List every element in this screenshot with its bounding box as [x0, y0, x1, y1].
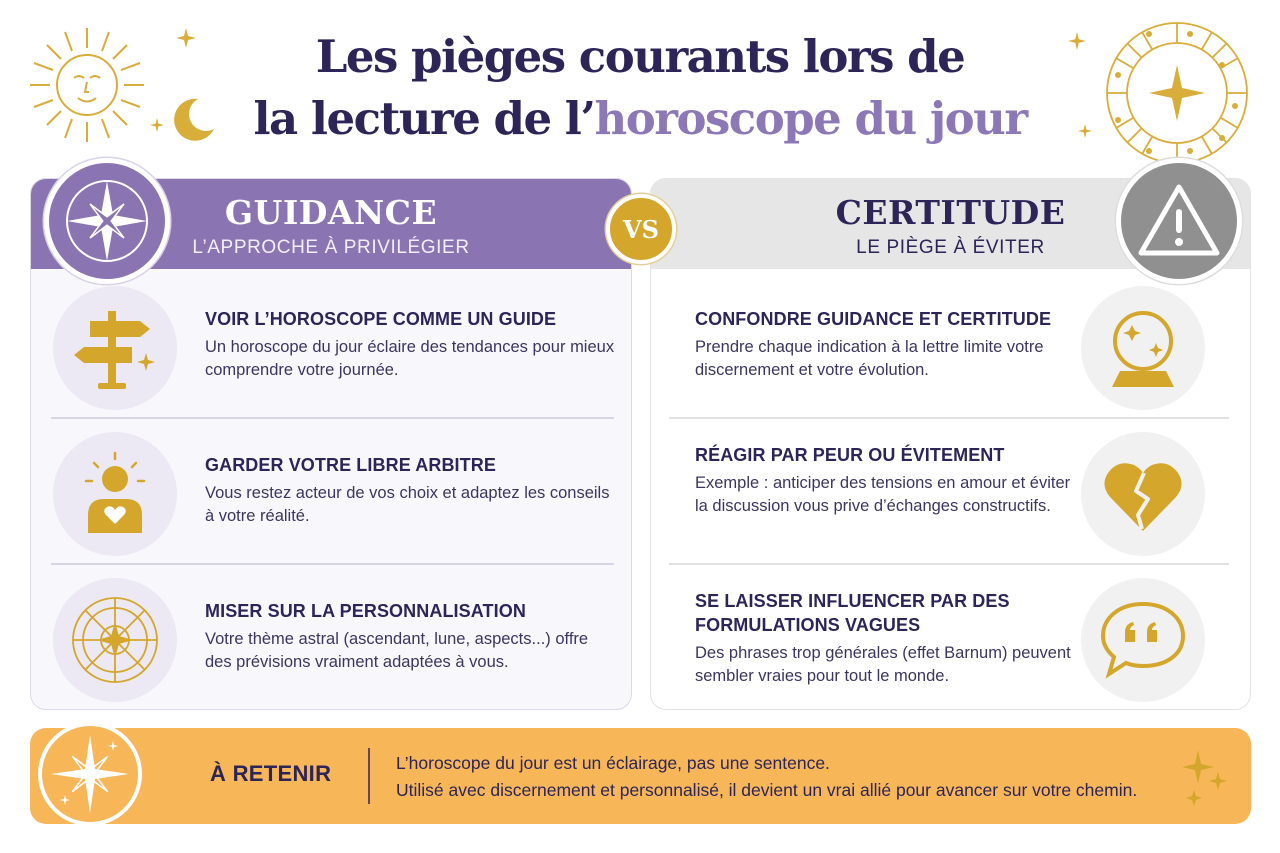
crystal-ball-icon [1098, 303, 1188, 393]
takeaway-text [396, 750, 1137, 804]
title-accent: horoscope du jour [594, 92, 1027, 145]
title-line-2 [0, 88, 1280, 150]
certitude-item-icon-circle [1081, 578, 1205, 702]
guidance-subtitle: L’APPROCHE À PRIVILÉGIER [192, 237, 470, 258]
title-line-2-prefix: la lecture de l’ [253, 92, 595, 145]
guidance-item-title: MISER SUR LA PERSONNALISATION [205, 601, 526, 621]
guidance-item-icon-circle [53, 578, 177, 702]
certitude-item-title: RÉAGIR PAR PEUR OU ÉVITEMENT [695, 445, 1005, 465]
compass-star-icon [61, 175, 153, 267]
certitude-item-title: CONFONDRE GUIDANCE ET CERTITUDE [695, 309, 1052, 329]
takeaway-banner [30, 728, 1251, 824]
person-heart-icon [70, 449, 160, 539]
certitude-title: CERTITUDE [835, 193, 1066, 232]
guidance-item-description: Un horoscope du jour éclaire des tendances pour mieux comprendre votre journée. [205, 338, 615, 379]
certitude-item [651, 567, 1250, 710]
astral-chart-icon [69, 594, 161, 686]
divider [51, 417, 614, 419]
certitude-item-description: Prendre chaque indication à la lettre limite votre discernement et votre évolution. [695, 338, 1044, 379]
certitude-subtitle: LE PIÈGE À ÉVITER [856, 237, 1045, 258]
certitude-item-icon-circle [1081, 286, 1205, 410]
certitude-item-icon-circle [1081, 432, 1205, 556]
takeaway-label: À RETENIR [210, 761, 332, 786]
divider [51, 563, 614, 565]
guidance-item-text [205, 307, 615, 382]
title-line-1: Les pièges courants lors de [315, 30, 965, 83]
guidance-item [31, 421, 631, 567]
guidance-item-text [205, 453, 615, 528]
certitude-item-text [695, 589, 1075, 688]
certitude-item-text [695, 307, 1075, 382]
quote-bubble-icon [1097, 594, 1189, 686]
guidance-item-text [205, 599, 615, 674]
certitude-item-title: SE LAISSER INFLUENCER PAR DES FORMULATIONS VAGUES [695, 591, 1010, 635]
guidance-item-description: Vous restez acteur de vos choix et adaptez les conseils à votre réalité. [205, 484, 610, 525]
certitude-item-text [695, 443, 1075, 518]
warning-badge [1116, 158, 1242, 284]
guidance-item-title: GARDER VOTRE LIBRE ARBITRE [205, 455, 496, 475]
guidance-item [31, 567, 631, 710]
guidance-item [31, 275, 631, 421]
compass-star-icon [47, 731, 133, 817]
compass-badge [44, 158, 170, 284]
certitude-item [651, 421, 1250, 567]
vs-badge: VS [606, 194, 676, 264]
broken-heart-icon [1098, 449, 1188, 539]
certitude-item-description: Exemple : anticiper des tensions en amour et éviter la discussion vous prive d’échanges constructifs. [695, 474, 1071, 515]
guidance-title: GUIDANCE [224, 193, 438, 232]
guidance-item-description: Votre thème astral (ascendant, lune, aspects...) offre des prévisions vraiment adaptées à vous. [205, 630, 589, 671]
divider [368, 748, 370, 804]
signpost-icon [70, 303, 160, 393]
certitude-item-description: Des phrases trop générales (effet Barnum) peuvent sembler vraies pour tout le monde. [695, 644, 1071, 685]
takeaway-line-2: Utilisé avec discernement et personnalisé, il devient un vrai allié pour avancer sur votre chemin. [396, 780, 1138, 800]
divider [669, 417, 1229, 419]
guidance-item-icon-circle [53, 286, 177, 410]
guidance-item-icon-circle [53, 432, 177, 556]
certitude-item [651, 275, 1250, 421]
divider [669, 563, 1229, 565]
warning-icon [1137, 179, 1221, 263]
takeaway-line-1: L’horoscope du jour est un éclairage, pas une sentence. [396, 753, 830, 773]
takeaway-badge [38, 722, 142, 826]
page-title [0, 26, 1280, 150]
guidance-item-title: VOIR L’HOROSCOPE COMME UN GUIDE [205, 309, 557, 329]
sparkles-icon [1180, 746, 1230, 808]
